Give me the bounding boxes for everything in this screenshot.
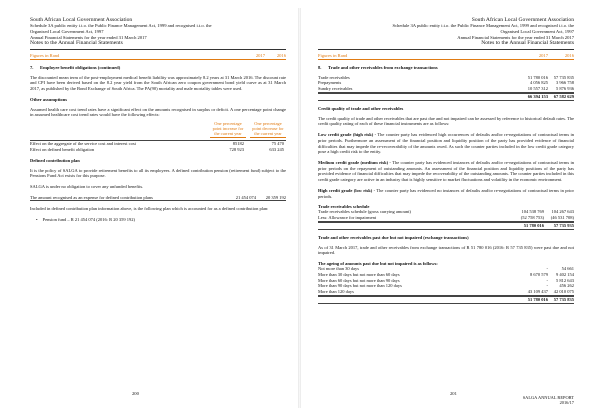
row-label: More than 60 days but not more than 90 days (318, 277, 400, 283)
year-2016: 2016 (276, 52, 286, 58)
row-label: More than 30 days but not more than 60 days (318, 271, 400, 277)
section-title: Trade and other receivables from exchange transactions (328, 64, 438, 70)
value-2017: 8 670 579 (530, 271, 548, 277)
effects-column-headers (30, 122, 286, 137)
row-label: Sundry receivables (318, 86, 353, 92)
row-label: Not more than 30 days (318, 266, 359, 272)
effect-row (30, 140, 286, 147)
value-2017: - (546, 266, 548, 272)
value-2017: 104 538 769 (521, 209, 544, 215)
total-2017: 51 780 016 (527, 297, 548, 302)
header-divider (318, 49, 574, 50)
recognised-2016: 20 359 192 (265, 194, 286, 200)
right-page-number: 201 (450, 391, 457, 396)
paragraph-medium-grade (318, 160, 574, 183)
section-heading (30, 65, 286, 70)
paragraph-trend-rates: Assumed health care cost trend rates have a significant effect on the amounts recognised in surplus or deficit. A one percentage point change in assumed healthcare cost trend rates would have the following effects: (30, 106, 286, 118)
value-2017: 4 056 825 (530, 80, 548, 86)
paragraph-discount-rate: The discounted mean term of the post-employment medical benefit liability was approximately 8.2 years at 31 March 2016. The discount rate and CPI have been derived based on the 8.2 year yield from the South African zero coupon government bond yield curve as at 31 March 2017, as published by the Bond Exchange of South Africa. The PA(90) mortality and male mortality tables were used. (30, 74, 286, 91)
value-2016: 9 402 154 (556, 271, 574, 277)
effect-row (30, 147, 286, 153)
other-assumptions-heading: Other assumptions (30, 96, 68, 102)
total-row (318, 296, 574, 304)
pension-fund-bullet: • Pension fund – R 21 454 074 (2016: R 20 359 192) (30, 217, 286, 222)
effect-value-decrease: 633 245 (269, 146, 284, 152)
paragraph-included: Included in defined contribution plan information above, is the following plan which is accounted for as a defined contribution plan: (30, 206, 269, 212)
table-row (318, 86, 574, 93)
value-2016: 5 876 936 (556, 86, 574, 92)
past-due-heading: Trade and other receivables past due but not impaired (exchange transactions) (318, 234, 469, 240)
section-title: Employee benefit obligations (continued) (40, 64, 121, 70)
table-row (318, 289, 574, 296)
row-label: More than 90 days but not more than 120 days (318, 283, 402, 289)
paragraph-obligation: SALGA is under no obligation to cover any unfunded benefits. (30, 183, 144, 189)
col-increase: One percentage point increase for the current year (210, 122, 246, 137)
ageing-table (318, 266, 574, 304)
row-label: Prepayments (318, 80, 342, 86)
notes-line: Notes to the Annual Financial Statements (481, 40, 574, 47)
paragraph-low-grade (318, 132, 574, 155)
schedule-line: Schedule 3A public entity i.t.o. the Public Finance Management Act, 1999 and recognised i.t.o. the (392, 23, 574, 29)
report-year: 2016/17 (559, 400, 574, 405)
left-header (30, 17, 286, 47)
value-2016: 54 661 (561, 266, 574, 272)
low-grade-text: - The counter party has evidenced high occurrences of defaults and/or re-negotiations of contractual terms in prior periods. Furthermore an assessment of the financial position and liquidity position of the party has provided evidence of financial difficulties that may impede the re-recoverability of the amounts owed. As such the counter parties included in the low credit grade category pose a high credit risk to the entity. (318, 132, 574, 155)
report-footer (523, 395, 574, 405)
value-2016: 456 262 (559, 283, 574, 289)
effect-label: Effect on the aggregate of the service cost and interest cost (30, 140, 136, 146)
col-decrease: One percentage point decrease for the current year (250, 122, 286, 137)
paragraph-high-grade (318, 188, 574, 199)
header-divider (30, 49, 286, 50)
figures-row (318, 52, 574, 60)
figures-label: Figures in Rand (318, 52, 348, 58)
paragraph-policy: It is the policy of SALGA to provide retirement benefits to all its employees. A defined contribution pension (retirement fund) subject to the Pensions Fund Act exists for this purpose. (30, 167, 286, 179)
credit-quality-heading: Credit quality of trade and other receivables (318, 105, 404, 111)
effect-label: Effect on defined benefit obligation (30, 146, 95, 152)
value-2016: 104 267 643 (551, 209, 574, 215)
section-number: 8. (318, 64, 322, 70)
right-header (318, 17, 574, 47)
org-name: South African Local Government Association (30, 17, 133, 23)
high-grade-text: - The counter party has evidenced no instances of defaults and/or re-negotiations of contractual terms in prior periods. (318, 187, 574, 199)
total-row (318, 93, 574, 101)
figures-label: Figures in Rand (30, 52, 60, 58)
left-page-number: 200 (132, 391, 139, 396)
paragraph-credit-quality: The credit quality of trade and other receivables that are past due and not impaired can be assessed by reference to historical default rates. The credit quality rating of each of these financial instruments are as follows: (318, 115, 574, 127)
total-2016: 57 735 935 (553, 222, 574, 228)
high-grade-title: High credit grade (low risk) (318, 187, 373, 193)
ageing-heading: The ageing of amounts past due but not impaired is as follows: (318, 261, 438, 267)
paragraph-past-due: As of 31 March 2017, trade and other receivables from exchange transactions of R 51 780 016 (2016: R 57 735 835) were past due and not impaired. (318, 244, 574, 256)
schedule-heading: Trade receivables schedule (318, 204, 370, 210)
afs-line: Annual Financial Statements for the year ended 31 March 2017 (457, 34, 574, 40)
value-2016: 3 966 758 (556, 80, 574, 86)
figures-row (30, 52, 286, 60)
total-2017: 66 394 153 (527, 93, 548, 99)
total-row (318, 222, 574, 230)
value-2017: (52 758 753) (520, 215, 544, 221)
value-2017: 43 109 437 (527, 289, 548, 295)
effect-value-increase: 85182 (232, 140, 244, 146)
value-2016: (46 531 708) (550, 215, 574, 221)
year-2017: 2017 (538, 52, 548, 58)
row-label: More than 120 days (318, 289, 354, 295)
report-title: SALGA ANNUAL REPORT (522, 395, 574, 400)
row-label: Less: Allowance for impairment (318, 215, 377, 221)
schedule-table (318, 209, 574, 229)
recognised-label: The amount recognised as an expense for defined contribution plans (30, 194, 153, 200)
dcp-heading: Defined contribution plan (30, 157, 80, 163)
value-2016: 42 010 075 (553, 289, 574, 295)
section-number: 7. (30, 64, 34, 70)
medium-grade-title: Medium credit grade (medium risk) (318, 160, 389, 165)
total-2017: 51 780 016 (523, 222, 544, 228)
row-label: Trade receivables schedule (gross carrying amount) (318, 209, 411, 215)
year-2017: 2017 (255, 52, 265, 58)
value-2017: 51 780 016 (527, 74, 548, 80)
afs-line: Annual Financial Statements for the year ended 31 March 2017 (30, 34, 147, 40)
value-2017: 10 557 312 (527, 86, 548, 92)
section-heading (318, 65, 574, 70)
right-page (300, 0, 600, 416)
org-name: South African Local Government Association (471, 17, 574, 23)
schedule-line: Schedule 3A public entity i.t.o. the Public Finance Management Act, 1999 and recognised i.t.o. the (30, 23, 212, 29)
effect-value-decrease: 75 470 (271, 140, 284, 146)
recognised-2017: 21 454 074 (235, 194, 256, 200)
low-grade-title: Low credit grade (high risk) (318, 132, 374, 138)
year-2016: 2016 (564, 52, 574, 58)
recognised-expense-row (30, 195, 286, 202)
total-2016: 57 735 835 (553, 297, 574, 302)
notes-line: Notes to the Annual Financial Statements (30, 40, 123, 47)
value-2016: 57 735 835 (553, 74, 574, 80)
value-2016: 5 812 643 (556, 277, 574, 283)
act-line: Organised Local Government Act, 1997 (30, 29, 104, 34)
value-2017: - (546, 277, 548, 283)
total-2016: 67 582 629 (553, 93, 574, 99)
row-label: Trade receivables (318, 74, 350, 80)
effect-value-increase: 728 923 (229, 146, 244, 152)
table-row (318, 215, 574, 222)
receivables-table (318, 75, 574, 101)
act-line: Organised Local Government Act, 1997 (500, 29, 574, 34)
value-2017: - (546, 283, 548, 289)
medium-grade-text: - The counter party has evidenced instances of defaults and/or re-negotiations of contractual terms in prior periods on the repayment of outstanding amounts. An assessment of the financial position and liquidity positions of the party has provided evidence of financial difficulties that may impede the recoverability of the outstanding amounts. The counter parties included in this credit grade category are active in an industry that is highly sensitive to market fluctuations and volatility in the economic environment. (318, 160, 574, 183)
